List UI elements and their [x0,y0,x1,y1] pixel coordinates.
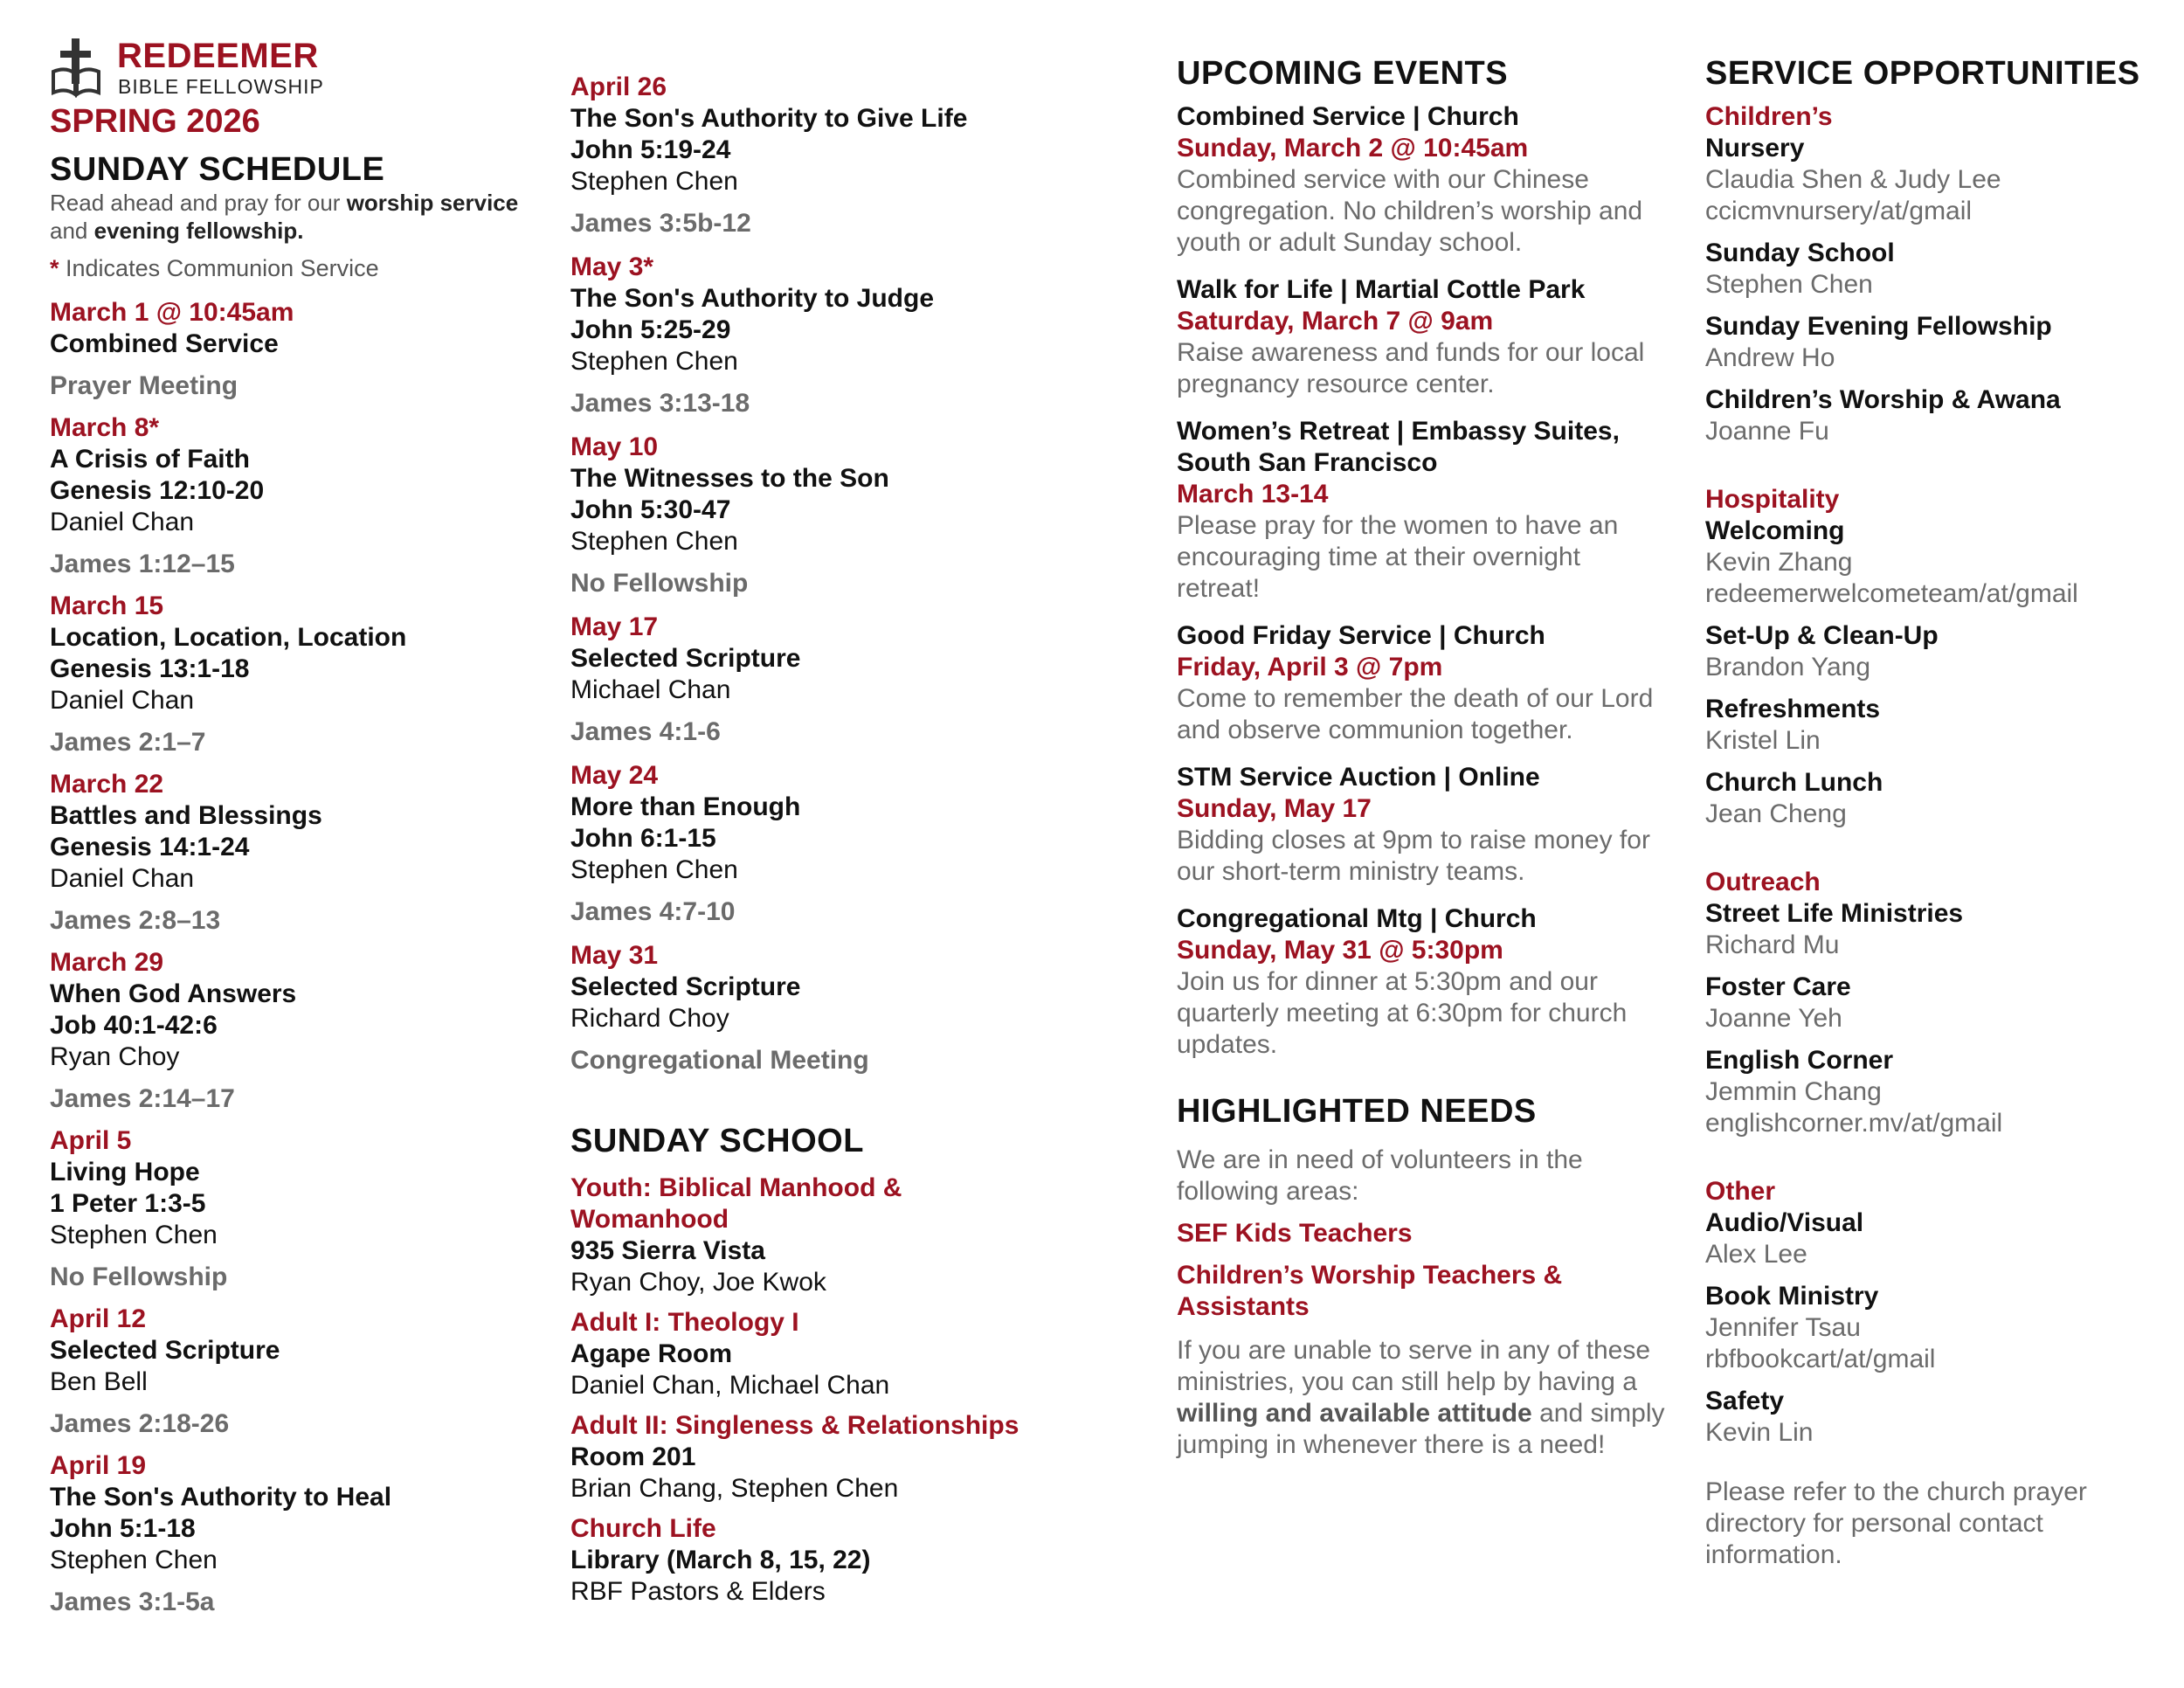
entry-title: A Crisis of Faith [50,445,250,474]
role-contact: Jemmin Chang [1705,1077,1882,1106]
entry-scripture: John 6:1-15 [570,824,716,853]
cross-book-icon [50,37,102,98]
role-contact: Brandon Yang [1705,653,1871,681]
opportunity-group [1705,867,2177,1139]
event-when: Sunday, May 31 @ 5:30pm [1177,936,1503,965]
role-name: Refreshments [1705,695,1881,723]
opportunity-group [1705,484,2177,830]
role-contact: ccicmvnursery/at/gmail [1705,197,1973,225]
entry-speaker: Ben Bell [50,1367,148,1396]
role-contact: Jennifer Tsau [1705,1313,1861,1342]
schedule-entry [50,412,539,580]
event-name: Walk for Life | Martial Cottle Park [1177,275,1586,304]
sunday-school-title: SUNDAY SCHOOL [570,1123,864,1159]
event-name: STM Service Auction | Online [1177,763,1540,792]
entry-date: May 10 [570,432,659,461]
entry-speaker: Stephen Chen [570,167,738,196]
need-area: Children’s Worship Teachers & Assistants [1177,1261,1563,1321]
opportunity-role [1705,311,2177,374]
entry-title: The Son's Authority to Give Life [570,104,968,133]
event-description: Bidding closes at 9pm to raise money for our short-term ministry teams. [1177,826,1650,886]
opportunity-role [1705,898,2177,961]
events-list [1177,101,1683,1061]
class-teachers: Ryan Choy, Joe Kwok [570,1268,826,1297]
entry-scripture: John 5:25-29 [570,315,731,344]
event-description: Raise awareness and funds for our local pregnancy resource center. [1177,338,1645,398]
entry-date: March 8* [50,413,160,442]
entry-date: April 12 [50,1304,147,1333]
entry-date: May 17 [570,612,659,641]
opportunity-role [1705,1207,2177,1270]
sunday-school-class [570,1410,1112,1505]
role-name: Set-Up & Clean-Up [1705,621,1939,650]
logo [50,35,539,101]
needs-outro: If you are unable to serve in any of these ministries, you can still help by having a willing and available attitude and simply jumping in whenever there is a need! [1177,1336,1665,1459]
logo-subtitle: BIBLE FELLOWSHIP [118,75,324,98]
communion-star-icon: * [50,255,59,281]
event-name: Good Friday Service | Church [1177,621,1545,650]
role-name: Foster Care [1705,972,1851,1001]
entry-fellowship: James 2:8–13 [50,906,221,935]
role-name: Church Lunch [1705,768,1883,797]
entry-date: April 5 [50,1126,132,1155]
entry-title: Selected Scripture [50,1336,280,1365]
entry-date: May 3* [570,253,654,281]
entry-title: Selected Scripture [570,644,801,673]
role-contact: Kristel Lin [1705,726,1821,755]
entry-speaker: Daniel Chan [50,686,195,715]
entry-scripture: 1 Peter 1:3-5 [50,1189,206,1218]
event-item [1177,620,1683,746]
role-name: Safety [1705,1387,1785,1415]
entry-speaker: Ryan Choy [50,1042,180,1071]
class-room: Agape Room [570,1339,733,1368]
role-contact: Joanne Yeh [1705,1004,1842,1033]
class-name: Church Life [570,1514,716,1543]
role-contact: Richard Mu [1705,930,1840,959]
class-room: Room 201 [570,1442,696,1471]
entry-scripture: Genesis 13:1-18 [50,654,250,683]
entry-date: May 24 [570,761,659,790]
class-name: Adult I: Theology I [570,1308,799,1337]
entry-fellowship: James 3:1-5a [50,1588,215,1616]
role-name: Sunday Evening Fellowship [1705,312,2052,341]
role-name: Children’s Worship & Awana [1705,385,2061,414]
sunday-school-class [570,1173,1112,1298]
entry-title: Battles and Blessings [50,801,322,830]
entry-fellowship: James 4:1-6 [570,717,721,746]
schedule-entry [570,72,1112,239]
event-when: Sunday, March 2 @ 10:45am [1177,134,1529,163]
entry-speaker: Stephen Chen [570,347,738,376]
entry-fellowship: Congregational Meeting [570,1046,869,1075]
sunday-school-class [570,1513,1112,1608]
schedule-intro: Read ahead and pray for our worship service and evening fellowship. [50,190,519,244]
entry-speaker: Richard Choy [570,1004,729,1033]
class-teachers: Brian Chang, Stephen Chen [570,1474,899,1503]
schedule-entry [50,1125,539,1293]
entry-fellowship: James 2:14–17 [50,1084,235,1113]
opportunity-role [1705,515,2177,610]
role-contact: Jean Cheng [1705,799,1847,828]
event-description: Please pray for the women to have an encouraging time at their overnight retreat! [1177,511,1619,603]
event-item [1177,903,1683,1061]
opportunity-role [1705,133,2177,227]
schedule-entry [50,1304,539,1440]
event-when: Friday, April 3 @ 7pm [1177,653,1443,681]
schedule-entry [50,1450,539,1618]
event-name: Congregational Mtg | Church [1177,904,1537,933]
schedule-entry [50,769,539,937]
entry-fellowship: James 3:5b-12 [570,209,751,238]
schedule-column-2 [570,72,1112,1616]
opportunity-group [1705,101,2177,447]
schedule-list [50,297,539,1618]
role-contact: Stephen Chen [1705,270,1873,299]
opportunities-column [1705,54,2177,1571]
event-name: Women’s Retreat | Embassy Suites, South San Francisco [1177,417,1620,477]
entry-fellowship: No Fellowship [50,1263,228,1291]
event-when: Sunday, May 17 [1177,794,1372,823]
opportunity-role [1705,1045,2177,1139]
event-description: Come to remember the death of our Lord and observe communion together. [1177,684,1654,744]
entry-scripture: John 5:30-47 [570,495,731,524]
entry-title: Location, Location, Location [50,623,407,652]
events-title: UPCOMING EVENTS [1177,55,1509,92]
needs-intro: We are in need of volunteers in the following areas: [1177,1145,1583,1206]
opportunities-title: SERVICE OPPORTUNITIES [1705,55,2140,92]
entry-fellowship: James 3:13-18 [570,389,750,418]
opportunity-role [1705,694,2177,757]
entry-date: April 19 [50,1451,147,1480]
events-column [1177,54,1683,1461]
class-room: Library (March 8, 15, 22) [570,1546,871,1574]
event-item [1177,101,1683,259]
schedule-entry [570,432,1112,599]
event-description: Join us for dinner at 5:30pm and our quarterly meeting at 6:30pm for church updates. [1177,967,1628,1059]
role-contact: englishcorner.mv/at/gmail [1705,1109,2003,1138]
opportunity-role [1705,972,2177,1034]
opportunity-role [1705,384,2177,447]
entry-scripture: Genesis 14:1-24 [50,833,250,861]
entry-date: March 22 [50,770,164,799]
needs-list [1177,1218,1683,1323]
entry-date: May 31 [570,941,659,970]
event-when: March 13-14 [1177,480,1329,508]
entry-fellowship: James 2:18-26 [50,1409,230,1438]
sunday-school-class [570,1307,1112,1401]
event-item [1177,274,1683,400]
entry-title: Selected Scripture [570,972,801,1001]
schedule-entry [570,612,1112,748]
needs-title: HIGHLIGHTED NEEDS [1177,1093,1537,1130]
need-area: SEF Kids Teachers [1177,1219,1413,1248]
communion-note: * Indicates Communion Service [50,255,379,281]
role-name: Nursery [1705,134,1805,163]
entry-fellowship: James 2:1–7 [50,728,206,757]
entry-date: March 1 @ 10:45am [50,298,294,327]
role-contact: Andrew Ho [1705,343,1835,372]
role-name: Audio/Visual [1705,1208,1864,1237]
schedule-entry [570,760,1112,928]
entry-fellowship: No Fellowship [570,569,749,598]
role-contact: Claudia Shen & Judy Lee [1705,165,2001,194]
entry-title: Living Hope [50,1158,200,1186]
opportunity-role [1705,1281,2177,1375]
role-contact: redeemerwelcometeam/at/gmail [1705,579,2078,608]
role-contact: Joanne Fu [1705,417,1829,446]
role-contact: Kevin Zhang [1705,548,1853,577]
role-contact: rbfbookcart/at/gmail [1705,1345,1936,1373]
entry-fellowship: James 4:7-10 [570,897,736,926]
opportunity-group [1705,1176,2177,1449]
schedule-entry [50,947,539,1115]
role-name: Street Life Ministries [1705,899,1964,928]
entry-title: The Son's Authority to Heal [50,1483,392,1512]
event-item [1177,762,1683,888]
entry-date: April 26 [570,73,667,101]
logo-name: REDEEMER [117,37,319,75]
event-item [1177,416,1683,605]
event-name: Combined Service | Church [1177,102,1519,131]
entry-scripture: Genesis 12:10-20 [50,476,265,505]
opportunity-role [1705,620,2177,683]
event-when: Saturday, March 7 @ 9am [1177,307,1494,336]
role-contact: Alex Lee [1705,1240,1807,1269]
group-name: Other [1705,1177,1776,1206]
entry-scripture: Job 40:1-42:6 [50,1011,218,1040]
role-name: Welcoming [1705,516,1845,545]
class-name: Adult II: Singleness & Relationships [570,1411,1019,1440]
entry-fellowship: Prayer Meeting [50,371,238,400]
entry-speaker: Stephen Chen [570,527,738,556]
entry-scripture: John 5:1-18 [50,1514,196,1543]
opportunity-role [1705,1386,2177,1449]
entry-speaker: Michael Chan [570,675,731,704]
entry-speaker: Daniel Chan [50,508,195,536]
sunday-school-list [570,1173,1112,1608]
schedule-column-1 [50,35,539,1629]
entry-date: March 15 [50,591,164,620]
entry-title: Combined Service [50,329,279,358]
entry-title: The Son's Authority to Judge [570,284,935,313]
entry-speaker: Daniel Chan [50,864,195,893]
entry-speaker: Stephen Chen [50,1546,218,1574]
schedule-entry [570,940,1112,1076]
group-name: Children’s [1705,102,1833,131]
entry-date: March 29 [50,948,164,977]
class-teachers: RBF Pastors & Elders [570,1577,826,1606]
schedule-list [570,72,1112,1076]
schedule-title: SUNDAY SCHEDULE [50,151,385,188]
role-name: English Corner [1705,1046,1894,1075]
group-name: Hospitality [1705,485,1840,514]
event-description: Combined service with our Chinese congregation. No children’s worship and youth or adult Sunday school. [1177,165,1643,257]
schedule-entry [570,252,1112,419]
entry-title: When God Answers [50,979,297,1008]
opportunities-footer: Please refer to the church prayer directory for personal contact information. [1705,1477,2087,1569]
role-name: Sunday School [1705,239,1895,267]
entry-fellowship: James 1:12–15 [50,550,235,578]
class-teachers: Daniel Chan, Michael Chan [570,1371,890,1400]
season-title: SPRING 2026 [50,103,260,140]
opportunities-list [1705,101,2177,1449]
class-name: Youth: Biblical Manhood & Womanhood [570,1173,902,1234]
entry-speaker: Stephen Chen [570,855,738,884]
role-contact: Kevin Lin [1705,1418,1814,1447]
entry-speaker: Stephen Chen [50,1221,218,1249]
entry-title: The Witnesses to the Son [570,464,889,493]
entry-title: More than Enough [570,792,801,821]
group-name: Outreach [1705,868,1821,896]
role-name: Book Ministry [1705,1282,1879,1311]
schedule-entry [50,591,539,758]
schedule-entry [50,297,539,402]
class-room: 935 Sierra Vista [570,1236,765,1265]
entry-scripture: John 5:19-24 [570,135,731,164]
opportunity-role [1705,238,2177,301]
opportunity-role [1705,767,2177,830]
